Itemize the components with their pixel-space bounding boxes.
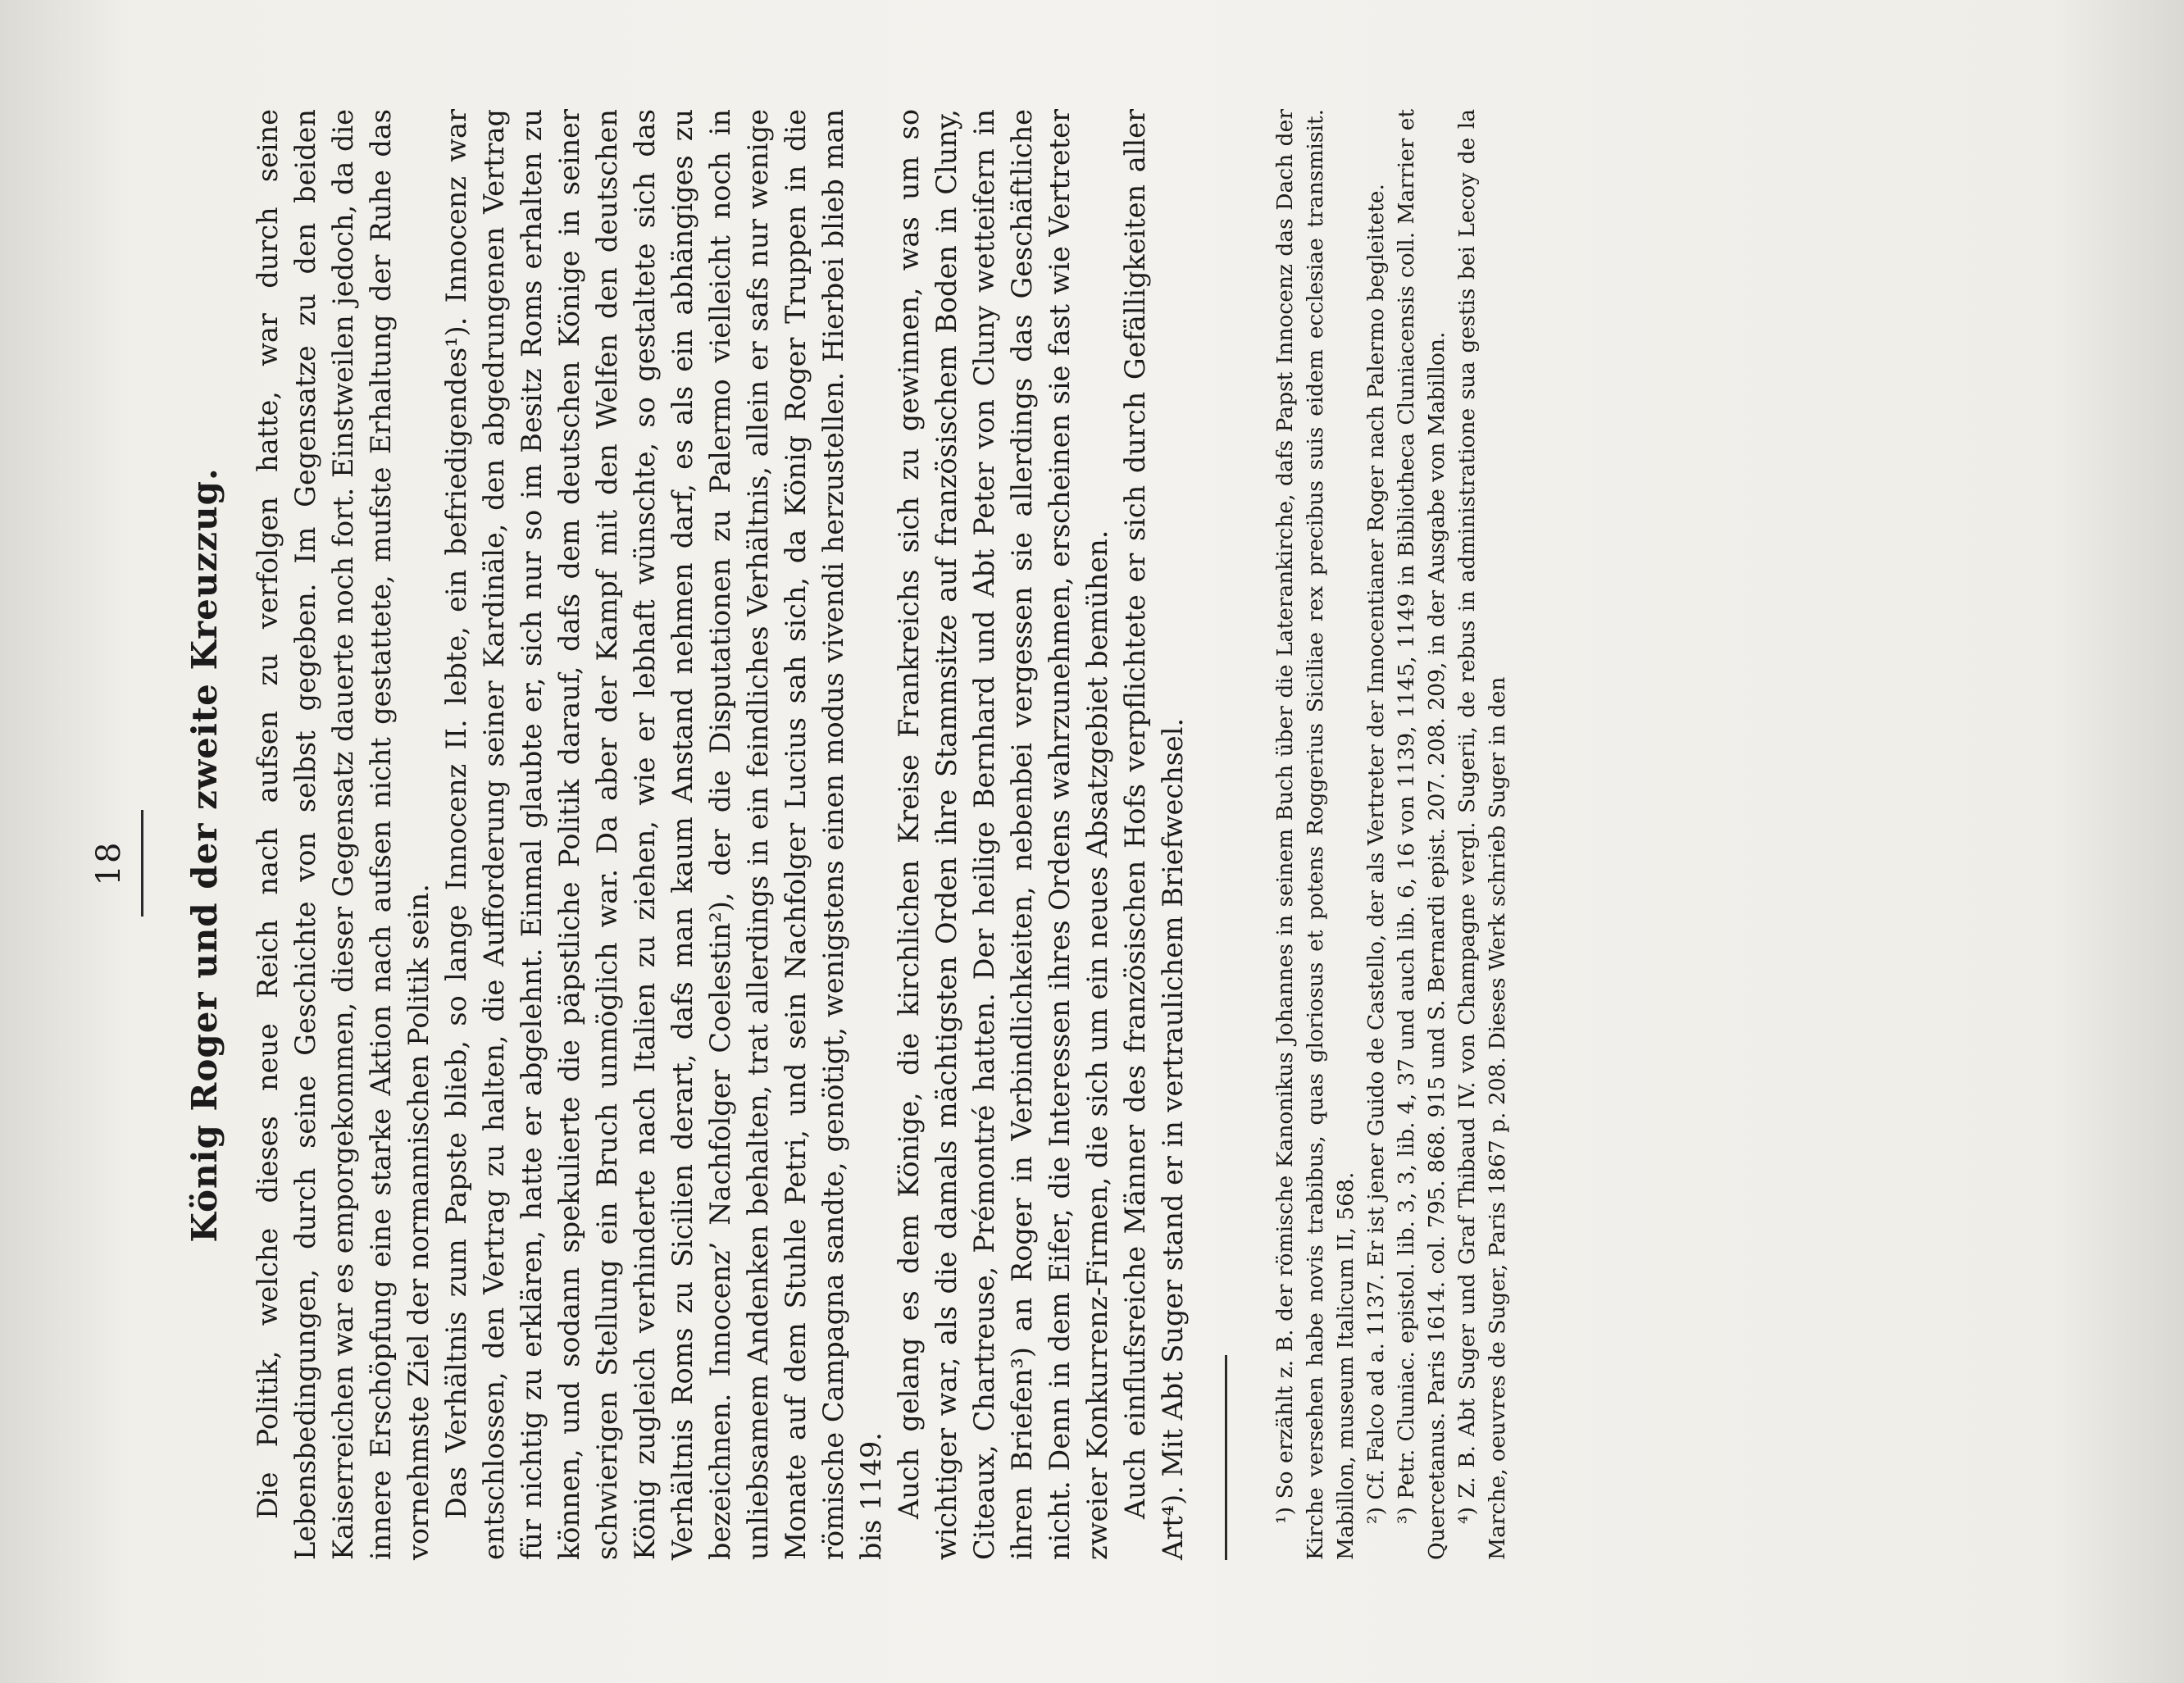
footnote: ³) Petr. Cluniac. epistol. lib. 3, 3, lib. 4, 37 und auch lib. 6, 16 von 1139, 1145, 1149 in Bibliotheca Cluniacensis coll. Marrier et Quercetanus. Paris 1614. col. 795. 868. 915 und S. Bernardi epist. 207. 208. 209, in der Ausgabe von Mabillon. <box>1394 109 1449 1560</box>
footnote: ²) Cf. Falco ad a. 1137. Er ist jener Guido de Castello, der als Vertreter der Innocentianer Roger nach Palermo begleitete. <box>1363 184 1389 1524</box>
footnote: ⁴) Z. B. Abt Suger und Graf Thibaud IV. von Champagne vergl. Sugerii, de rebus in administratione sua gestis bei Lecoy de la Marche, oeuvres de Suger, Paris 1867 p. 208. Dieses Werk schrieb Suger in den <box>1454 109 1510 1560</box>
page-number-rule <box>141 810 143 917</box>
footnote: ¹) So erzählt z. B. der römische Kanonikus Johannes in seinem Buch über die Laterankirche, dafs Papst Innocenz das Dach der Kirche versehen habe novis trabibus, quas gloriosus et potens Roggerius Siciliae rex precibus suis eidem ecclesiae transmisit. Mabillon, museum Italicum II, 568. <box>1272 109 1358 1560</box>
paragraph: Auch einflufsreiche Männer des französischen Hofs verpflichtete er sich durch Gefälligkeiten aller Art⁴). Mit Abt Suger stand er in vertraulichem Briefwechsel. <box>1119 109 1189 1560</box>
body-text <box>249 109 1192 1560</box>
paragraph: Auch gelang es dem Könige, die kirchlichen Kreise Frankreichs sich zu gewinnen, was um so wichtiger war, als die damals mächtigsten Orden ihre Stammsitze auf französischem Boden in Cluny, Citeaux, Chartreuse, Prémontré hatten. Der heilige Bernhard und Abt Peter von Cluny wetteifern in ihren Briefen³) an Roger in Verbindlichkeiten, nebenbei vergessen sie allerdings das Geschäftliche nicht. Denn in dem Eifer, die Interessen ihres Ordens wahrzunehmen, erscheinen sie fast wie Vertreter zweier Konkurrenz-Firmen, die sich um ein neues Absatzgebiet bemühen. <box>893 109 1113 1560</box>
paragraph: Das Verhältnis zum Papste blieb, so lange Innocenz II. lebte, ein befriedigendes¹). Innocenz war entschlossen, den Vertrag zu halten, die Aufforderung seiner Kardinäle, den abgedrungenen Vertrag für nichtig zu erklären, hatte er abgelehnt. Einmal glaubte er, sich nur so im Besitz Roms erhalten zu können, und sodann spekulierte die päpstliche Politik darauf, dafs dem deutschen Könige in seiner schwierigen Stellung ein Bruch unmöglich war. Da aber der Kampf mit den Welfen den deutschen König zugleich verhinderte nach Italien zu ziehen, wie er lebhaft wünschte, so gestaltete sich das Verhältnis Roms zu Sicilien derart, dafs man kaum Anstand nehmen darf, es als ein abhängiges zu bezeichnen. Innocenz’ Nachfolger Coelestin²), der die Disputationen zu Palermo vielleicht noch in unliebsamem Andenken behalten, trat allerdings in ein feindliches Verhältnis, allein er safs nur wenige Monate auf dem Stuhle Petri, und sein Nachfolger Lucius sah sich, da König Roger Truppen in die römische Campagna sandte, genötigt, wenigstens einen modus vivendi herzustellen. Hierbei blieb man bis 1149. <box>440 109 887 1560</box>
page-number: 18 <box>90 840 128 886</box>
footnote-rule <box>1225 1355 1227 1560</box>
footnotes <box>1270 109 1513 1560</box>
chapter-heading: König Roger und der zweite Kreuzzug. <box>184 467 225 1243</box>
paragraph: Die Politik, welche dieses neue Reich nach aufsen zu verfolgen hatte, war durch seine Lebensbedingungen, durch seine Geschichte von selbst gegeben. Im Gegensatze zu den beiden Kaiserreichen war es emporgekommen, dieser Gegensatz dauerte noch fort. Einstweilen jedoch, da die innere Erschöpfung eine starke Aktion nach aufsen nicht gestattete, mufste Erhaltung der Ruhe das vornehmste Ziel der normannischen Politik sein. <box>252 109 435 1560</box>
